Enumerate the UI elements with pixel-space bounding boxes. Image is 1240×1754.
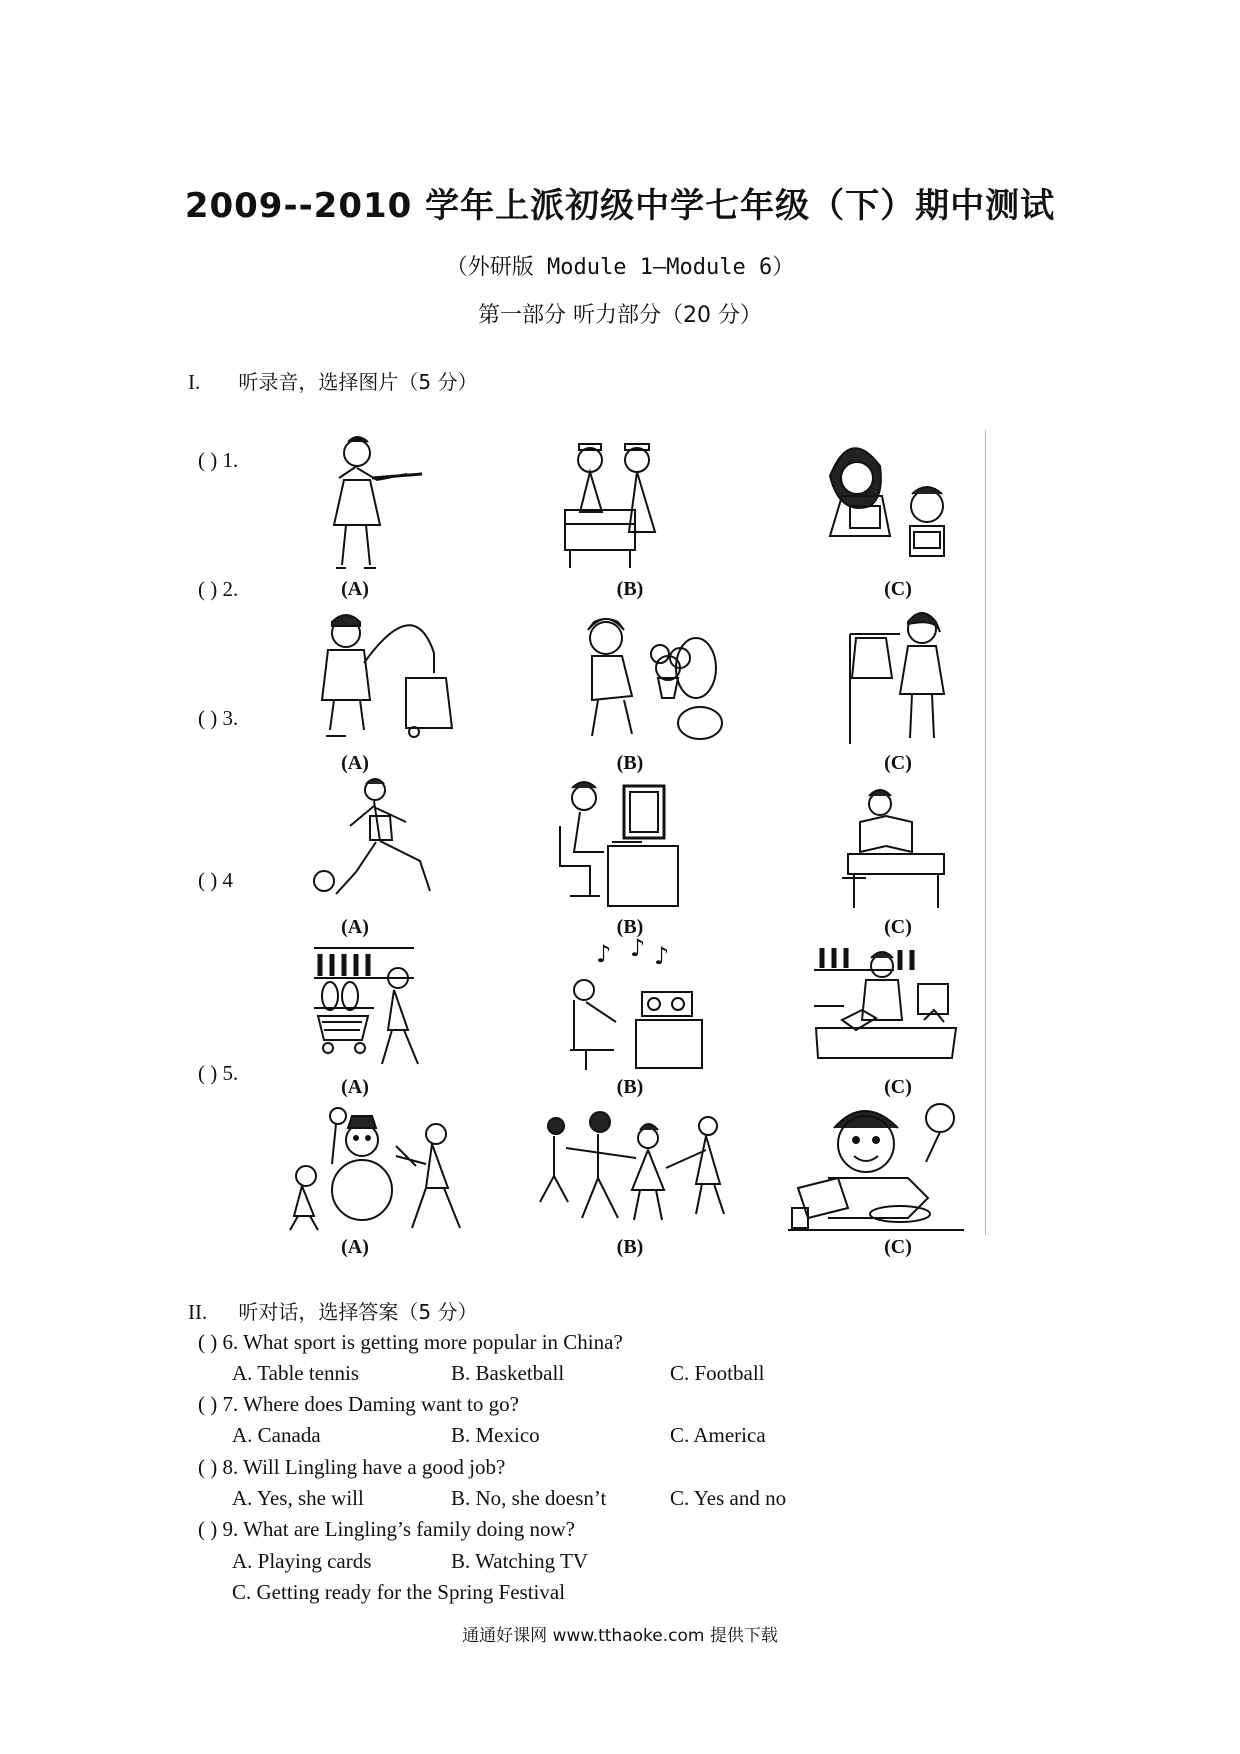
picture-children-dancing	[536, 1108, 736, 1238]
question-3-marker: ( ) 3.	[198, 706, 239, 730]
picture-nurses-with-bed	[545, 438, 675, 578]
question-6-option-c: C. Football	[670, 1361, 765, 1385]
page-title: 2009--2010 学年上派初级中学七年级（下）期中测试	[184, 186, 1056, 226]
question-6-option-b: B. Basketball	[451, 1361, 565, 1385]
row1-label-c: (C)	[884, 578, 912, 600]
row1-label-b: (B)	[616, 578, 644, 600]
picture-girl-hanging-clothes	[842, 604, 962, 749]
question-6-option-a: A. Table tennis	[232, 1361, 360, 1385]
question-8-option-c: C. Yes and no	[670, 1486, 787, 1510]
row2-label-b: (B)	[616, 752, 644, 774]
question-4-marker: ( ) 4	[198, 868, 233, 892]
row2-label-a: (A)	[341, 752, 369, 774]
picture-man-listening-to-music	[566, 934, 706, 1074]
picture-girl-playing-violin	[312, 428, 432, 578]
question-9-option-a: A. Playing cards	[232, 1549, 372, 1573]
question-7-option-b: B. Mexico	[451, 1423, 540, 1447]
section-1-number: I.	[188, 370, 201, 394]
question-5-marker: ( ) 5.	[198, 1061, 239, 1085]
picture-man-at-shop-counter	[812, 940, 962, 1074]
question-2-marker: ( ) 2.	[198, 577, 239, 601]
page-scan-edge	[985, 430, 986, 1235]
section-2-heading	[188, 1296, 477, 1325]
row4-label-a: (A)	[341, 1076, 369, 1098]
question-8-option-b: B. No, she doesn’t	[451, 1486, 607, 1510]
picture-children-making-snowman	[276, 1106, 476, 1236]
picture-boy-vacuuming	[306, 608, 466, 748]
question-9-option-b: B. Watching TV	[451, 1549, 588, 1573]
question-1-marker: ( ) 1.	[198, 448, 239, 472]
section-2-number: II.	[188, 1300, 208, 1324]
page-subtitle: （外研版 Module 1—Module 6）	[445, 255, 795, 280]
row2-label-c: (C)	[884, 752, 912, 774]
picture-man-reading-at-desk	[834, 788, 954, 914]
row5-label-a: (A)	[341, 1236, 369, 1258]
row4-label-b: (B)	[616, 1076, 644, 1098]
question-8-text: ( ) 8. Will Lingling have a good job?	[198, 1455, 506, 1479]
footer-credit: 通通好课网 www.tthaoke.com 提供下载	[462, 1626, 778, 1646]
row5-label-b: (B)	[616, 1236, 644, 1258]
row3-label-a: (A)	[341, 916, 369, 938]
row4-label-c: (C)	[884, 1076, 912, 1098]
picture-girl-with-flowers	[568, 608, 728, 748]
row1-label-a: (A)	[341, 578, 369, 600]
svg-text:♪: ♪	[630, 934, 646, 962]
section-2-title: 听对话，选择答案（5 分）	[238, 1300, 478, 1324]
picture-boy-eating	[788, 1098, 968, 1234]
row3-label-b: (B)	[616, 916, 644, 938]
part-heading: 第一部分 听力部分（20 分）	[478, 303, 762, 328]
picture-girl-and-boy-reading	[812, 436, 962, 576]
svg-text:♪: ♪	[596, 940, 612, 968]
picture-boy-playing-football	[310, 776, 440, 902]
question-6-text: ( ) 6. What sport is getting more popular in China?	[198, 1330, 623, 1354]
question-7-option-a: A. Canada	[232, 1423, 321, 1447]
question-9-option-c: C. Getting ready for the Spring Festival	[232, 1580, 566, 1604]
section-1-heading	[188, 366, 477, 395]
picture-shopping-in-supermarket	[310, 942, 430, 1074]
question-8-option-a: A. Yes, she will	[232, 1486, 364, 1510]
row5-label-c: (C)	[884, 1236, 912, 1258]
svg-text:♪: ♪	[654, 942, 670, 970]
section-1-title: 听录音，选择图片（5 分）	[238, 370, 478, 394]
question-7-option-c: C. America	[670, 1423, 766, 1447]
question-7-text: ( ) 7. Where does Daming want to go?	[198, 1392, 519, 1416]
picture-man-at-computer	[552, 776, 682, 912]
row3-label-c: (C)	[884, 916, 912, 938]
question-9-text: ( ) 9. What are Lingling’s family doing now?	[198, 1517, 575, 1541]
